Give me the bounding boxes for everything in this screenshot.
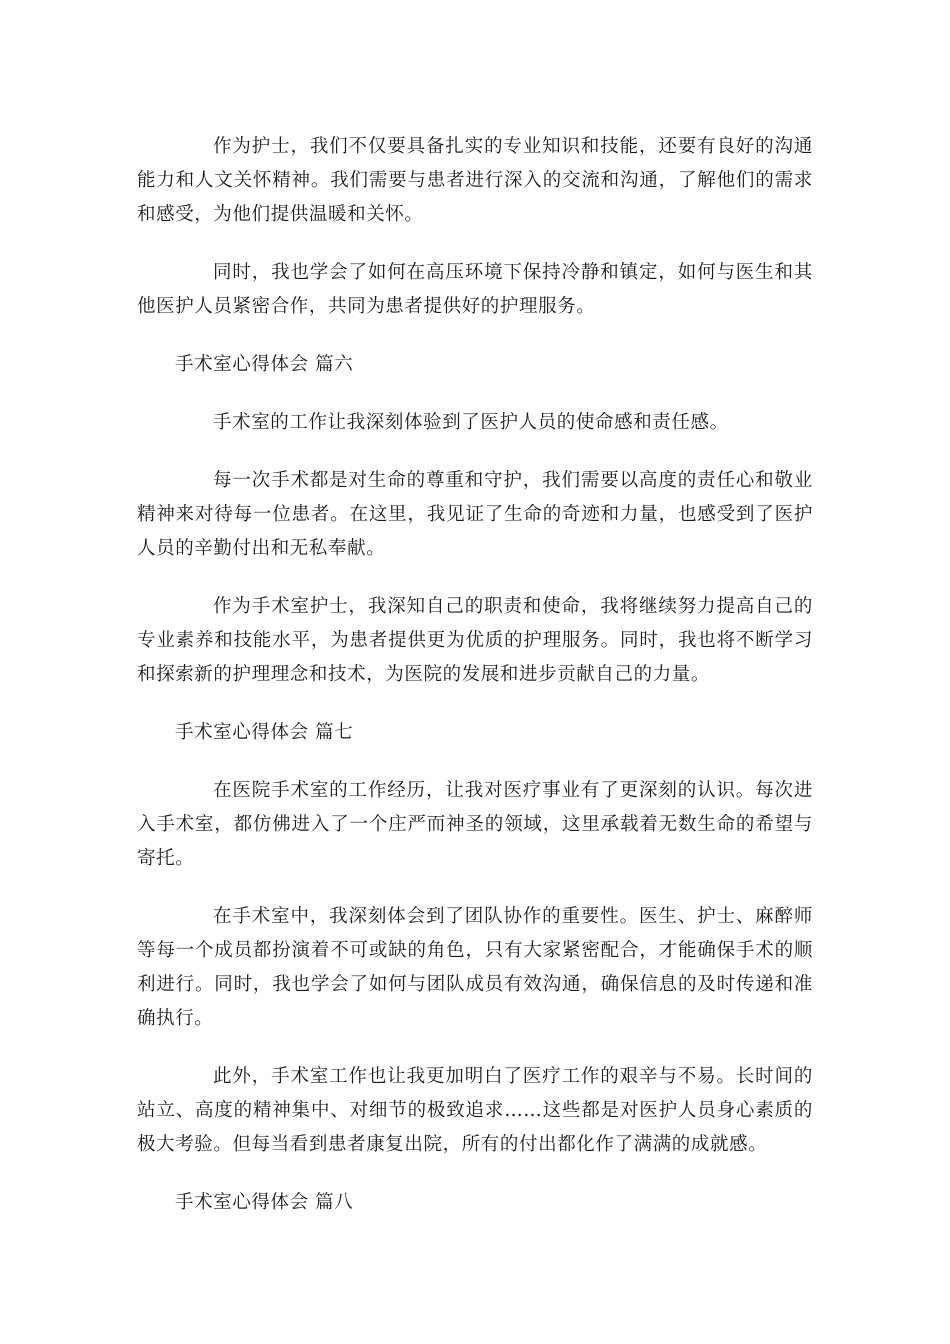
paragraph: 手术室的工作让我深刻体验到了医护人员的使命感和责任感。 — [213, 412, 729, 433]
paragraph: 作为手术室护士，我深知自己的职责和使命，我将继续努力提高自己的专业素养和技能水平，为患者提供更为优质的护理服务。同时，我也将不断学习和探索新的护理理念和技术，为医院的发展和进步贡献自己的力量。 — [137, 596, 813, 685]
paragraph: 此外，手术室工作也让我更加明白了医疗工作的艰辛与不易。长时间的站立、高度的精神集中、对细节的极致追求……这些都是对医护人员身心素质的极大考验。但每当看到患者康复出院，所有的付出都化作了满满的成就感。 — [137, 1066, 813, 1155]
paragraph: 作为护士，我们不仅要具备扎实的专业知识和技能，还要有良好的沟通能力和人文关怀精神。我们需要与患者进行深入的交流和沟通，了解他们的需求和感受，为他们提供温暖和关怀。 — [137, 136, 813, 225]
section-heading: 手术室心得体会 篇八 — [175, 1192, 354, 1213]
section-heading: 手术室心得体会 篇六 — [175, 354, 354, 375]
paragraph: 在手术室中，我深刻体会到了团队协作的重要性。医生、护士、麻醉师等每一个成员都扮演着不可或缺的角色，只有大家紧密配合，才能确保手术的顺利进行。同时，我也学会了如何与团队成员有效沟通，确保信息的及时传递和准确执行。 — [137, 906, 813, 1029]
paragraph: 同时，我也学会了如何在高压环境下保持冷静和镇定，如何与医生和其他医护人员紧密合作，共同为患者提供好的护理服务。 — [137, 262, 813, 317]
paragraph: 每一次手术都是对生命的尊重和守护，我们需要以高度的责任心和敬业精神来对待每一位患者。在这里，我见证了生命的奇迹和力量，也感受到了医护人员的辛勤付出和无私奉献。 — [137, 470, 813, 559]
paragraph: 在医院手术室的工作经历，让我对医疗事业有了更深刻的认识。每次进入手术室，都仿佛进入了一个庄严而神圣的领域，这里承载着无数生命的希望与寄托。 — [137, 780, 813, 869]
document-body — [137, 130, 813, 1244]
section-heading: 手术室心得体会 篇七 — [175, 722, 354, 743]
